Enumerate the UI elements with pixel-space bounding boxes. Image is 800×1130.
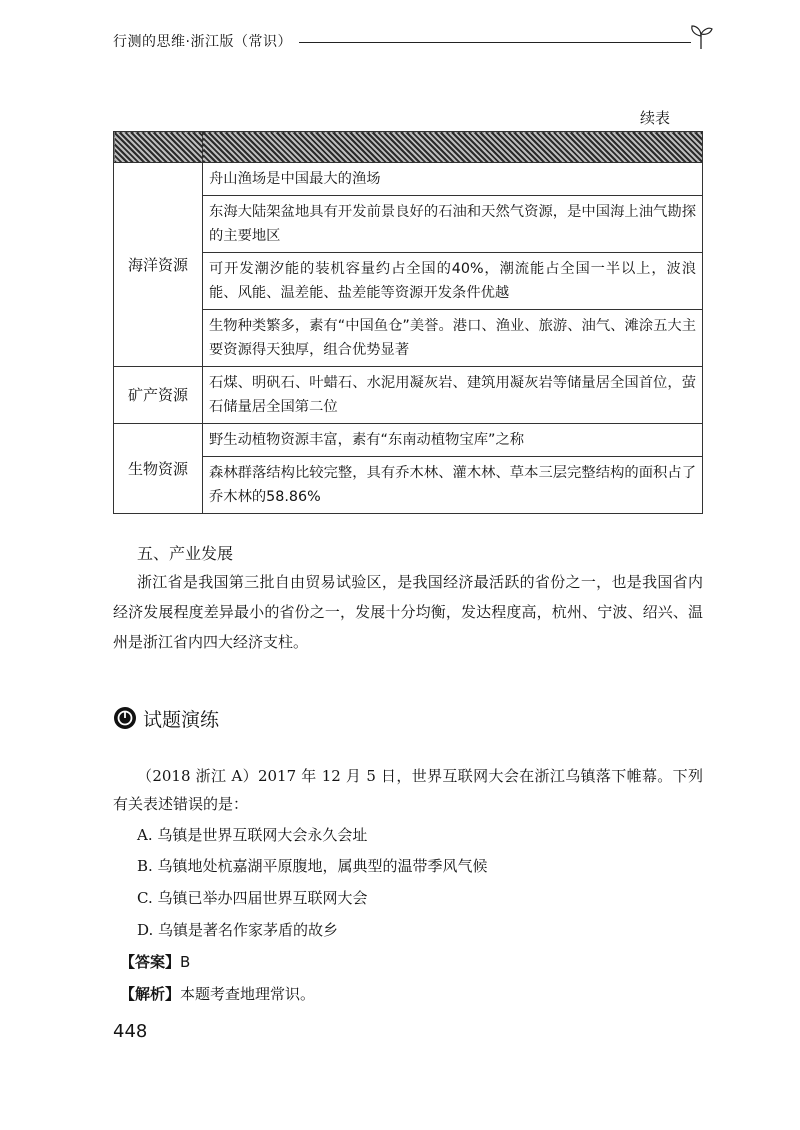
continued-table-label: 续表 bbox=[640, 109, 671, 127]
sprout-icon bbox=[689, 22, 713, 50]
option-a: A. 乌镇是世界互联网大会永久会址 bbox=[137, 826, 368, 844]
option-b: B. 乌镇地处杭嘉湖平原腹地，属典型的温带季风气候 bbox=[137, 857, 488, 875]
answer-line bbox=[120, 951, 190, 972]
table-header-name bbox=[114, 132, 203, 163]
feature-cell: 舟山渔场是中国最大的渔场 bbox=[203, 163, 703, 196]
feature-cell: 野生动植物资源丰富，素有“东南动植物宝库”之称 bbox=[203, 424, 703, 457]
category-cell: 矿产资源 bbox=[114, 367, 203, 424]
table-header-feature bbox=[203, 132, 703, 163]
header-title: 行测的思维·浙江版（常识） bbox=[113, 34, 292, 50]
section-paragraph: 浙江省是我国第三批自由贸易试验区，是我国经济最活跃的省份之一，也是我国省内经济发展程度差异最小的省份之一，发展十分均衡，发达程度高，杭州、宁波、绍兴、温州是浙江省内四大经济支柱。 bbox=[113, 573, 703, 651]
answer-value: B bbox=[180, 953, 191, 971]
table-row bbox=[114, 424, 703, 457]
table-row bbox=[114, 310, 703, 367]
table-row bbox=[114, 457, 703, 514]
category-cell: 生物资源 bbox=[114, 424, 203, 514]
analysis-text: 本题考查地理常识。 bbox=[180, 985, 316, 1003]
running-header bbox=[113, 28, 713, 54]
feature-cell: 生物种类繁多，素有“中国鱼仓”美誉。港口、渔业、旅游、油气、滩涂五大主要资源得天独厚，组合优势显著 bbox=[203, 310, 703, 367]
page-number: 448 bbox=[113, 1021, 148, 1042]
analysis-line bbox=[120, 983, 315, 1004]
header-rule bbox=[299, 42, 691, 43]
category-cell: 海洋资源 bbox=[114, 163, 203, 367]
resources-table bbox=[113, 131, 703, 514]
option-d: D. 乌镇是著名作家茅盾的故乡 bbox=[137, 921, 339, 939]
feature-cell: 东海大陆架盆地具有开发前景良好的石油和天然气资源，是中国海上油气勘探的主要地区 bbox=[203, 196, 703, 253]
feature-cell: 森林群落结构比较完整，具有乔木林、灌木林、草本三层完整结构的面积占了乔木林的58.86% bbox=[203, 457, 703, 514]
table-row bbox=[114, 253, 703, 310]
table-row bbox=[114, 367, 703, 424]
option-c: C. 乌镇已举办四届世界互联网大会 bbox=[137, 889, 368, 907]
table-header-row bbox=[114, 132, 703, 163]
feature-cell: 石煤、明矾石、叶蜡石、水泥用凝灰岩、建筑用凝灰岩等储量居全国首位，萤石储量居全国第二位 bbox=[203, 367, 703, 424]
answer-label: 【答案】 bbox=[120, 953, 181, 971]
analysis-label: 【解析】 bbox=[120, 985, 181, 1003]
practice-title: 试题演练 bbox=[143, 709, 220, 731]
section-heading: 五、产业发展 bbox=[137, 544, 234, 563]
practice-badge-icon bbox=[113, 706, 137, 730]
table-row bbox=[114, 163, 703, 196]
table-row bbox=[114, 196, 703, 253]
feature-cell: 可开发潮汐能的装机容量约占全国的40%，潮流能占全国一半以上，波浪能、风能、温差能、盐差能等资源开发条件优越 bbox=[203, 253, 703, 310]
question-stem: （2018 浙江 A）2017 年 12 月 5 日，世界互联网大会在浙江乌镇落下帷幕。下列有关表述错误的是： bbox=[113, 767, 703, 813]
